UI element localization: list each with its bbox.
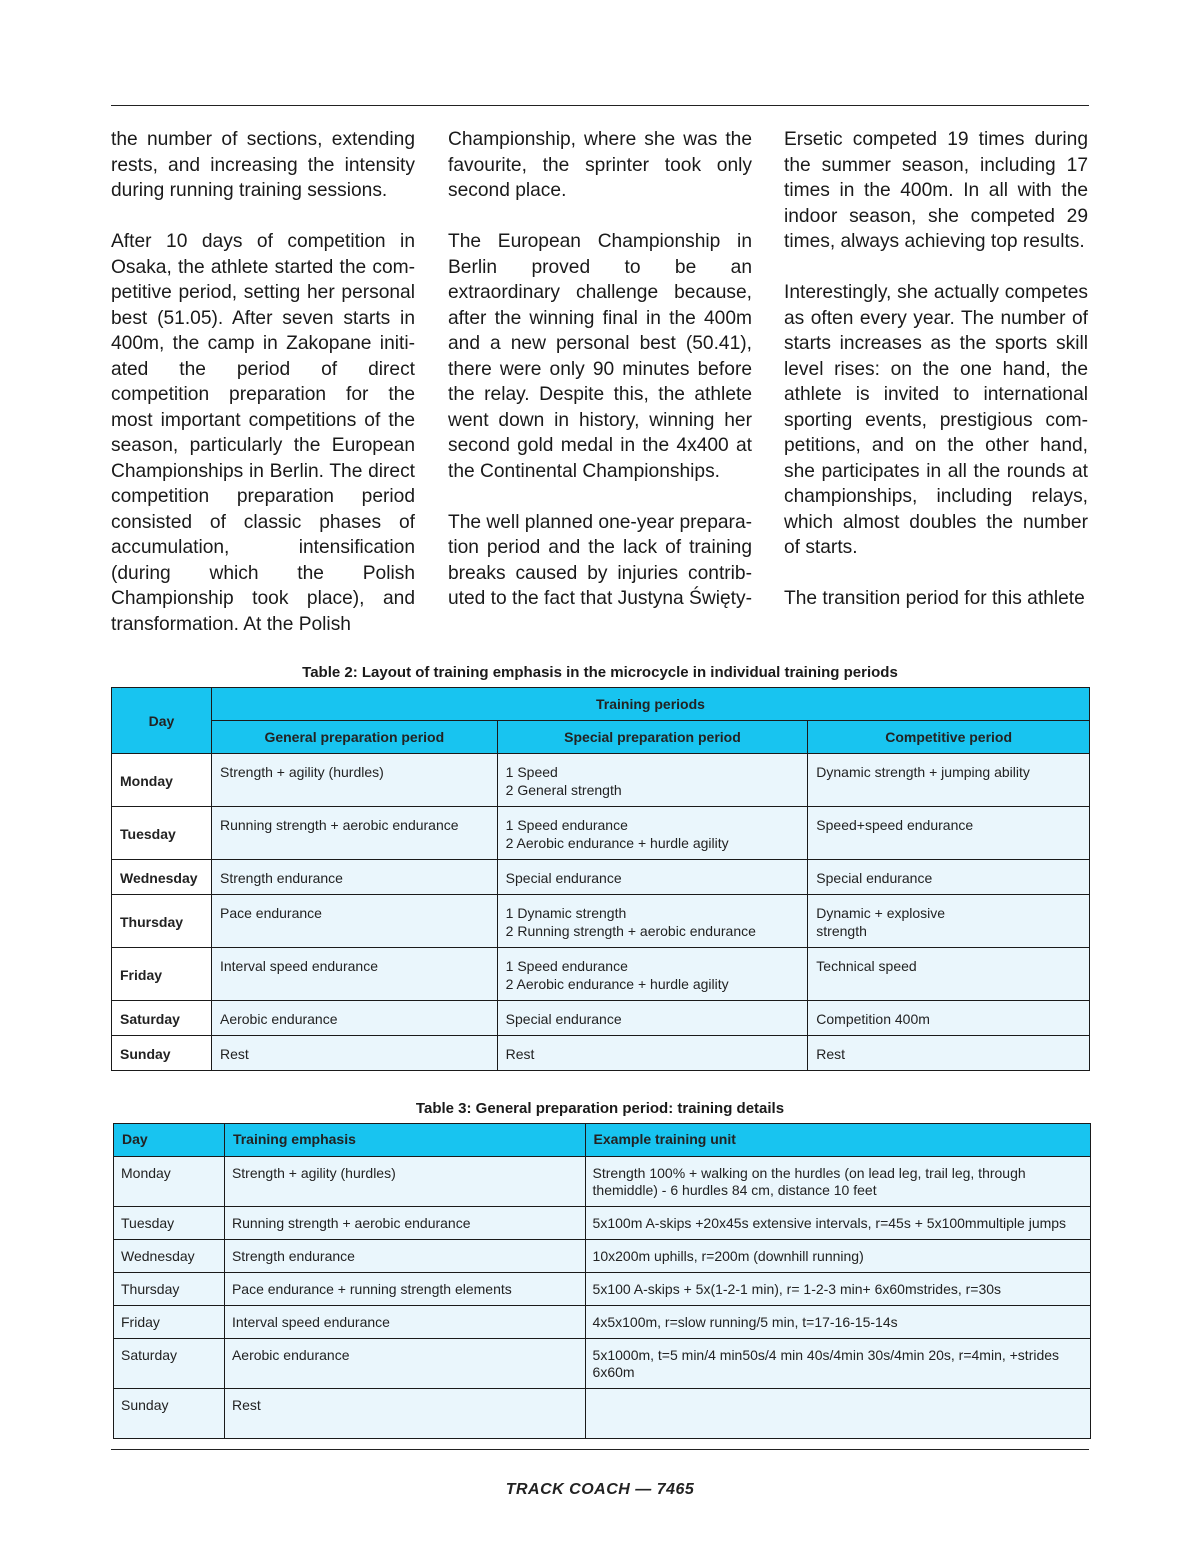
cell-line: Technical speed — [816, 958, 917, 974]
competitive-cell — [808, 860, 1090, 895]
table-row — [112, 948, 1090, 1001]
competitive-period-header: Competitive period — [808, 721, 1090, 754]
table-row — [112, 1036, 1090, 1071]
competitive-cell — [808, 754, 1090, 807]
general-cell — [211, 895, 497, 948]
day-cell: Saturday — [114, 1339, 225, 1389]
day-cell: Monday — [112, 754, 212, 807]
table-row — [112, 807, 1090, 860]
text-column-1 — [111, 127, 415, 663]
example-unit-cell: 4x5x100m, r=slow running/5 min, t=17-16-15-14s — [585, 1306, 1090, 1339]
article-body — [111, 127, 1089, 635]
example-unit-cell: 5x100m A-skips +20x45s extensive intervals, r=45s + 5x100mmultiple jumps — [585, 1207, 1090, 1240]
training-emphasis-cell: Running strength + aerobic endurance — [224, 1207, 585, 1240]
cell-line: Dynamic + explosive — [816, 905, 946, 921]
general-cell — [211, 1001, 497, 1036]
table-row — [114, 1339, 1091, 1389]
cell-line: Rest — [219, 1046, 249, 1062]
cell-line: 2 General strength — [505, 782, 622, 798]
paragraph: The European Championship in Berlin proved to be an extraordinary challenge because, after the winning final in the 400m and a new personal best (50.41), there were only 90 minutes before the relay. Despite this, the athlete went down in history, winning her second gold medal in the 4x400 at the Continental Championships. — [448, 231, 752, 482]
table-2-caption: Table 2: Layout of training emphasis in the microcycle in individual training periods — [302, 664, 898, 681]
training-emphasis-cell: Strength endurance — [224, 1240, 585, 1273]
cell-line: 2 Aerobic endurance + hurdle agility — [505, 835, 729, 851]
day-cell: Friday — [112, 948, 212, 1001]
cell-line: Speed+speed endurance — [816, 817, 974, 833]
paragraph: the number of sections, extending rests, and increasing the intensity during running training sessions. — [111, 129, 415, 201]
special-cell — [497, 895, 808, 948]
competitive-cell — [808, 1001, 1090, 1036]
day-cell: Sunday — [114, 1389, 225, 1439]
cell-line: Dynamic strength + jumping ability — [816, 764, 1030, 780]
table-row — [114, 1240, 1091, 1273]
example-unit-cell: 5x100 A-skips + 5x(1-2-1 min), r= 1-2-3 min+ 6x60mstrides, r=30s — [585, 1273, 1090, 1306]
page-footer: TRACK COACH — 7465 — [505, 1481, 695, 1498]
paragraph: The transition period for this athlete — [784, 588, 1085, 609]
day-cell: Sunday — [112, 1036, 212, 1071]
text-column-3 — [784, 127, 1088, 637]
competitive-cell — [808, 807, 1090, 860]
cell-line: Rest — [816, 1046, 846, 1062]
special-cell — [497, 860, 808, 895]
cell-line: 1 Dynamic strength — [505, 905, 627, 921]
general-cell — [211, 807, 497, 860]
cell-line: 1 Speed endurance — [505, 958, 628, 974]
example-unit-cell: 5x1000m, t=5 min/4 min50s/4 min 40s/4min 30s/4min 20s, r=4min, +strides 6x60m — [585, 1339, 1090, 1389]
cell-line: Special endurance — [505, 870, 622, 886]
table-row — [112, 754, 1090, 807]
day-cell: Friday — [114, 1306, 225, 1339]
example-unit-cell: Strength 100% + walking on the hurdles (on lead leg, trail leg, through themiddle) - 6 hurdles 84 cm, distance 10 feet — [585, 1157, 1090, 1207]
day-cell: Tuesday — [112, 807, 212, 860]
table-row — [112, 1001, 1090, 1036]
table-row — [114, 1306, 1091, 1339]
cell-line: Strength endurance — [219, 870, 343, 886]
special-cell — [497, 1001, 808, 1036]
training-emphasis-cell: Rest — [224, 1389, 585, 1439]
table-3-caption: Table 3: General preparation period: training details — [415, 1100, 785, 1117]
training-periods-header: Training periods — [211, 688, 1089, 721]
paragraph: The well planned one-year preparation period and the lack of training breaks caused by injuries contributed to the fact that Justyna Święty- — [448, 511, 752, 609]
cell-line: Special endurance — [505, 1011, 622, 1027]
paragraph: After 10 days of competition in Osaka, the athlete started the competitive period, setting her personal best (51.05). After seven starts in 400m, the camp in Zakopane initiated the period of direct competition preparation for the most important competitions of the season, particularly the European Championships in Berlin. The direct competition preparation period consisted of classic phases of accumulation, intensification (during which the Polish Championship took place), and transformation. At the Polish — [111, 231, 415, 635]
general-cell — [211, 860, 497, 895]
competitive-cell — [808, 948, 1090, 1001]
special-period-header: Special preparation period — [497, 721, 808, 754]
cell-line: Interval speed endurance — [219, 958, 378, 974]
training-emphasis-header: Training emphasis — [224, 1124, 585, 1157]
day-cell: Saturday — [112, 1001, 212, 1036]
cell-line: 2 Running strength + aerobic endurance — [505, 923, 756, 939]
example-unit-cell: 10x200m uphills, r=200m (downhill running) — [585, 1240, 1090, 1273]
special-cell — [497, 754, 808, 807]
general-period-header: General preparation period — [211, 721, 497, 754]
training-emphasis-table — [111, 687, 1090, 1071]
cell-line: Aerobic endurance — [219, 1011, 338, 1027]
day-cell: Wednesday — [114, 1240, 225, 1273]
paragraph: Interestingly, she actually competes as often every year. The number of starts increases as the sports skill level rises: on the one hand, the athlete is invited to international sporting events, prestigious competitions, and on the other hand, she participates in all the rounds at championships, including relays, which almost doubles the number of starts. — [784, 282, 1088, 558]
cell-line: Special endurance — [816, 870, 933, 886]
training-emphasis-cell: Strength + agility (hurdles) — [224, 1157, 585, 1207]
table-row — [112, 860, 1090, 895]
day-header: Day — [112, 688, 212, 754]
table-row — [114, 1157, 1091, 1207]
competitive-cell — [808, 895, 1090, 948]
special-cell — [497, 948, 808, 1001]
special-cell — [497, 1036, 808, 1071]
cell-line: Pace endurance — [219, 905, 322, 921]
competitive-cell — [808, 1036, 1090, 1071]
cell-line: Strength + agility (hurdles) — [219, 764, 384, 780]
day-header: Day — [114, 1124, 225, 1157]
general-cell — [211, 1036, 497, 1071]
text-column-2 — [448, 127, 752, 637]
example-unit-cell — [585, 1389, 1090, 1439]
training-emphasis-cell: Aerobic endurance — [224, 1339, 585, 1389]
cell-line: strength — [816, 923, 867, 939]
day-cell: Wednesday — [112, 860, 212, 895]
table-row — [114, 1389, 1091, 1439]
cell-line: 2 Aerobic endurance + hurdle agility — [505, 976, 729, 992]
general-cell — [211, 754, 497, 807]
cell-line: Competition 400m — [816, 1011, 930, 1027]
table-row — [114, 1273, 1091, 1306]
cell-line: Rest — [505, 1046, 535, 1062]
top-rule — [111, 105, 1089, 106]
paragraph: Ersetic competed 19 times during the summer season, including 17 times in the 400m. In all with the indoor season, she competed 29 times, always achieving top results. — [784, 129, 1088, 252]
table-row — [114, 1207, 1091, 1240]
training-emphasis-cell: Interval speed endurance — [224, 1306, 585, 1339]
bottom-rule — [111, 1449, 1089, 1450]
day-cell: Thursday — [112, 895, 212, 948]
cell-line: 1 Speed — [505, 764, 558, 780]
day-cell: Thursday — [114, 1273, 225, 1306]
special-cell — [497, 807, 808, 860]
general-cell — [211, 948, 497, 1001]
cell-line: 1 Speed endurance — [505, 817, 628, 833]
cell-line: Running strength + aerobic endurance — [219, 817, 459, 833]
training-emphasis-cell: Pace endurance + running strength elements — [224, 1273, 585, 1306]
day-cell: Monday — [114, 1157, 225, 1207]
table-row — [112, 895, 1090, 948]
day-cell: Tuesday — [114, 1207, 225, 1240]
paragraph: Championship, where she was the favourite, the sprinter took only second place. — [448, 129, 752, 201]
training-details-table — [113, 1123, 1091, 1439]
example-unit-header: Example training unit — [585, 1124, 1090, 1157]
